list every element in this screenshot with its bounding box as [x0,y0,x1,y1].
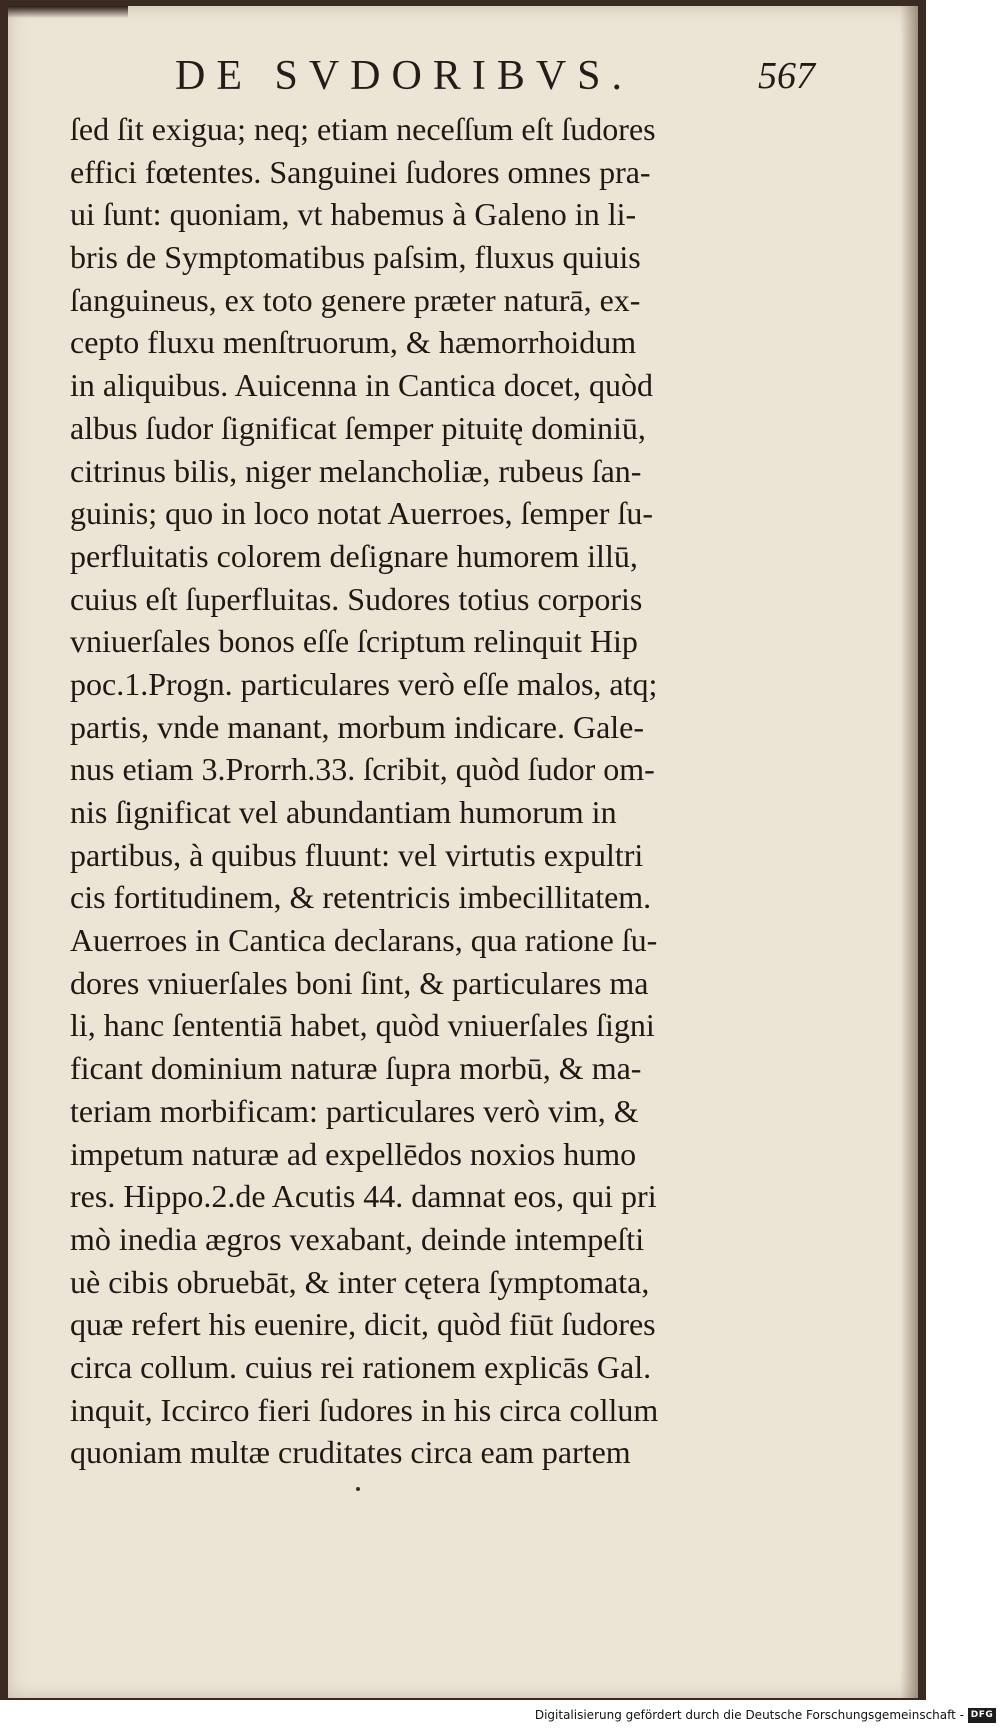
text-line: in aliquibus. Auicenna in Cantica docet, quòd [70,367,653,404]
text-line: cuius eſt ſuperfluitas. Sudores totius corporis [70,580,643,617]
page-number: 567 [758,55,815,97]
running-head: DE SVDORIBVS. [175,53,634,99]
footer-bar [0,1700,1000,1730]
text-line: Auerroes in Cantica declarans, qua ratione ſu- [70,922,658,959]
text-line: poc.1.Progn. particulares verò eſſe malos, atq; [70,665,658,702]
text-line: partibus, à quibus fluunt: vel virtutis expultri [70,836,644,873]
text-line: ficant dominium naturæ ſupra morbū, & ma- [70,1050,642,1087]
text-line: circa collum. cuius rei rationem explicās Gal. [70,1348,652,1385]
text-line: perfluitatis colorem deſignare humorem illū, [70,537,638,574]
page-gutter-shadow [900,6,918,1698]
funding-credit: Digitalisierung gefördert durch die Deutsche Forschungsgemeinschaft - [534,1708,964,1722]
dfg-logo: DFG [968,1708,996,1723]
text-line: quæ refert his euenire, dicit, quòd fiūt ſudores [70,1306,656,1343]
text-line: cepto fluxu menſtruorum, & hæmorrhoidum [70,324,637,361]
text-line: bris de Symptomatibus paſsim, fluxus quiuis [70,239,641,276]
text-line: nus etiam 3.Prorrh.33. ſcribit, quòd ſudor om- [70,751,655,788]
page-edge-shadow [8,6,128,18]
text-line: nis ſignificat vel abundantiam humorum in [70,794,617,830]
text-line: li, hanc ſententiā habet, quòd vniuerſales ſigni [70,1007,655,1044]
text-line: citrinus bilis, niger melancholiæ, rubeus ſan- [70,452,642,489]
page-header [175,52,815,104]
text-line: ſanguineus, ex toto genere præter naturā, ex- [70,281,641,318]
text-line: impetum naturæ ad expellēdos noxios humo [70,1135,637,1172]
ink-dot [356,1487,360,1491]
text-line: partis, vnde manant, morbum indicare. Gale- [70,708,645,745]
text-line: mò inedia ægros vexabant, deinde intempeſti [70,1220,645,1257]
text-line: cis fortitudinem, & retentricis imbecillitatem. [70,879,652,916]
text-line: inquit, Iccirco fieri ſudores in his circa collum [70,1391,659,1428]
text-line: guinis; quo in loco notat Auerroes, ſemper ſu- [70,495,653,532]
text-line: albus ſudor ſignificat ſemper pituitę dominiū, [70,409,646,446]
text-line: ſed ſit exigua; neq; etiam neceſſum eſt ſudores [70,111,656,147]
text-line: res. Hippo.2.de Acutis 44. damnat eos, qui pri [70,1178,657,1215]
text-line: vniuerſales bonos eſſe ſcriptum relinquit Hip [70,623,638,660]
text-line: quoniam multæ cruditates circa eam partem [70,1434,631,1471]
text-line: teriam morbificam: particulares verò vim, & [70,1092,639,1129]
text-line: ui ſunt: quoniam, vt habemus à Galeno in li- [70,196,637,233]
text-line: uè cibis obruebāt, & inter cętera ſymptomata, [70,1263,650,1300]
text-line: dores vniuerſales boni ſint, & particulares ma [70,964,649,1001]
body-text [70,108,830,1474]
text-line: effici fœtentes. Sanguinei ſudores omnes pra- [70,153,651,190]
